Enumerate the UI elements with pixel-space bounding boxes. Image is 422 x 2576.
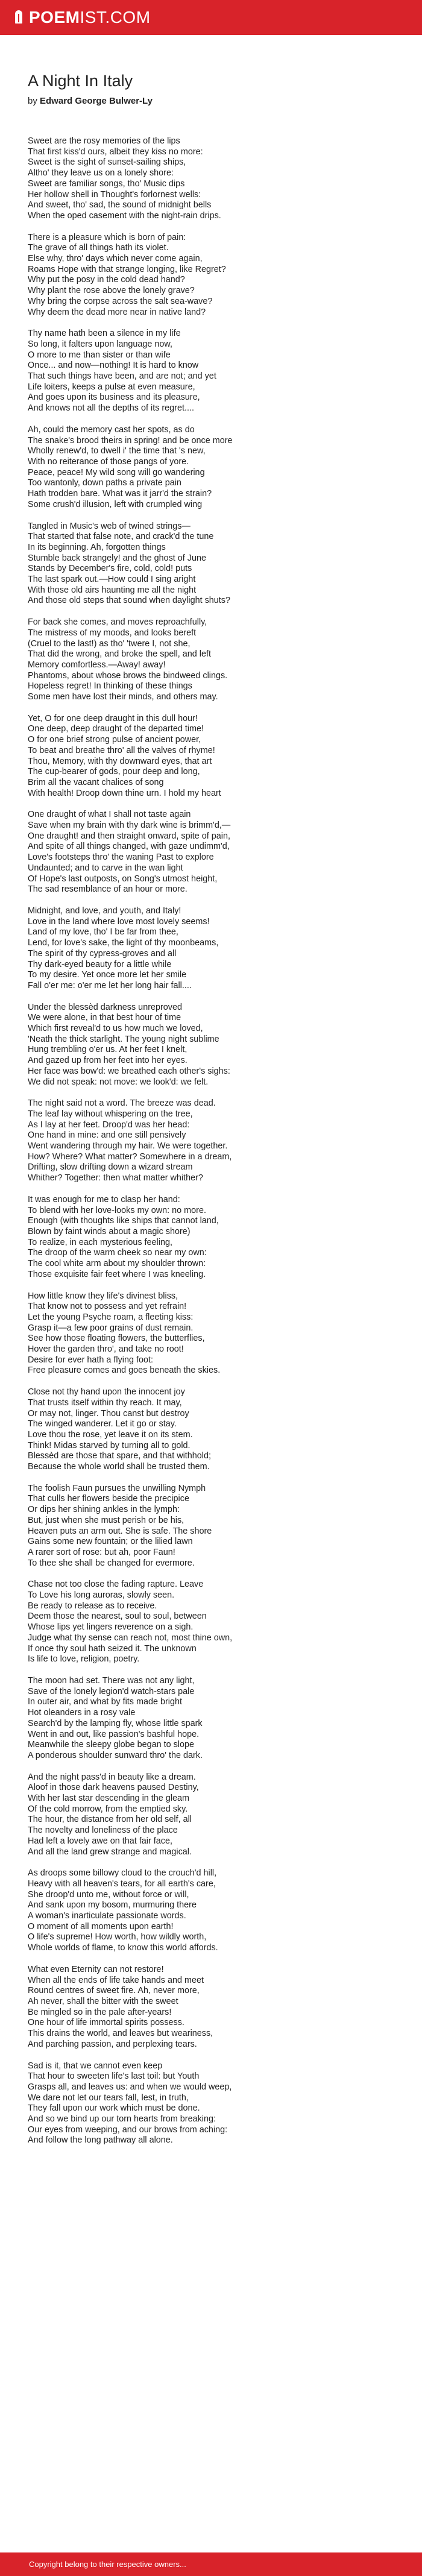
poem-line: Because the whole world shall be trusted them. xyxy=(28,1462,210,1472)
poem-stanza xyxy=(28,1484,395,1569)
by-label: by xyxy=(28,96,37,106)
poem-line: Thou, Memory, with thy downward eyes, that art xyxy=(28,756,212,766)
poem-line: Those exquisite fair feet where I was kneeling. xyxy=(28,1269,206,1279)
poem-line: Wholly renew'd, to dwell i' the time that 's new, xyxy=(28,446,206,456)
poem-line: Stands by December's fire, cold, cold! puts xyxy=(28,564,192,574)
poem-line: They fall upon our work which must be done. xyxy=(28,2103,200,2114)
poem-stanza xyxy=(28,1003,395,1088)
poem-line: Sweet is the sight of sunset-sailing ships, xyxy=(28,157,186,168)
poem-line: Hopeless regret! In thinking of these things xyxy=(28,681,192,691)
poem-line: Chase not too close the fading rapture. Leave xyxy=(28,1579,204,1590)
poem-line: Love thou the rose, yet leave it on its stem. xyxy=(28,1429,193,1440)
poem-line: We were alone, in that best hour of time xyxy=(28,1013,181,1023)
poem-line: As I lay at her feet. Droop'd was her head: xyxy=(28,1120,190,1130)
poem-line: Peace, peace! My wild song will go wandering xyxy=(28,467,205,477)
poem-line: Of Hope's last outposts, on Song's utmost height, xyxy=(28,874,218,884)
poem-line: To blend with her love-looks my own: no more. xyxy=(28,1205,206,1215)
site-logo[interactable] xyxy=(13,8,151,27)
poem-line: The novelty and loneliness of the place xyxy=(28,1825,178,1836)
poem-line: Grasp it—a few poor grains of dust remain. xyxy=(28,1323,194,1333)
poem-line: There is a pleasure which is born of pain: xyxy=(28,232,186,242)
poem-line: Sweet are the rosy memories of the lips xyxy=(28,136,180,146)
poem-line: Undaunted; and to carve in the wan light xyxy=(28,863,183,873)
poem-line: That know not to possess and yet refrain! xyxy=(28,1302,187,1312)
poem-stanza xyxy=(28,617,395,703)
poem-line: As droops some billowy cloud to the crouch'd hill, xyxy=(28,1868,217,1878)
poem-stanza xyxy=(28,1965,395,2050)
poem-line: With those old airs haunting me all the night xyxy=(28,585,197,595)
poem-line: So long, it falters upon language now, xyxy=(28,339,173,349)
poem-line: The last spark out.—How could I sing aright xyxy=(28,575,196,585)
poem-stanza xyxy=(28,136,395,222)
poem-line: To my desire. Yet once more let her smile xyxy=(28,970,187,980)
poem-line: That culls her flowers beside the precipice xyxy=(28,1494,189,1504)
poem-line: Why deem the dead more near in native land? xyxy=(28,307,206,317)
poem-line: Thy dark-eyed beauty for a little while xyxy=(28,959,172,969)
site-header xyxy=(0,0,422,35)
poem-title: A Night In Italy xyxy=(28,72,133,90)
poem-line: Tangled in Music's web of twined strings— xyxy=(28,521,191,531)
poem-line: Hath trodden bare. What was it jarr'd the strain? xyxy=(28,489,212,499)
poem-line: Once... and now—nothing! It is hard to know xyxy=(28,361,199,371)
poem-byline xyxy=(28,95,395,107)
poem-stanza xyxy=(28,233,395,318)
poem-line: The spirit of thy cypress-groves and all xyxy=(28,948,177,959)
poem-line: Ah never, shall the bitter with the sweet xyxy=(28,1996,178,2006)
copyright-notice: Copyright belong to their respective owners... xyxy=(29,2560,186,2569)
poem-line: Search'd by the lamping fly, whose little spark xyxy=(28,1718,203,1728)
poem-line: And follow the long pathway all alone. xyxy=(28,2135,173,2146)
poem-line: Altho' they leave us on a lonely shore: xyxy=(28,168,174,178)
poem-line: Sad is it, that we cannot even keep xyxy=(28,2061,163,2071)
poem-line: Hot oleanders in a rosy vale xyxy=(28,1708,136,1718)
poem-line: Stumble back strangely! and the ghost of June xyxy=(28,553,206,563)
poem-line: To Love his long auroras, slowly seen. xyxy=(28,1590,175,1601)
poem-line: A ponderous shoulder sunward thro' the dark. xyxy=(28,1750,203,1760)
poem-line: Drifting, slow drifting down a wizard stream xyxy=(28,1162,193,1173)
poem-line: The night said not a word. The breeze was dead. xyxy=(28,1098,216,1109)
poem-line: When the oped casement with the night-rain drips. xyxy=(28,210,221,221)
poem-line: That trusts itself within thy reach. It may, xyxy=(28,1397,182,1408)
poem-line: When all the ends of life take hands and meet xyxy=(28,1975,204,1985)
poem-line: O moment of all moments upon earth! xyxy=(28,1921,174,1932)
poem-line: The moon had set. There was not any light, xyxy=(28,1676,195,1686)
poem-line: But, just when she must perish or be his, xyxy=(28,1515,184,1525)
poem-line: Blessèd are those that spare, and that withhold; xyxy=(28,1451,211,1461)
poem-stanza xyxy=(28,1195,395,1280)
poem-line: To beat and breathe thro' all the valves of rhyme! xyxy=(28,745,215,755)
poem-stanza xyxy=(28,425,395,511)
poem-line: Close not thy hand upon the innocent joy xyxy=(28,1387,185,1397)
poem-line: Some crush'd illusion, left with crumpled wing xyxy=(28,499,203,509)
poem-line: And knows not all the depths of its regret.... xyxy=(28,403,194,414)
poem-line: This drains the world, and leaves but weariness, xyxy=(28,2029,213,2039)
poem-line: Of the cold morrow, from the emptied sky. xyxy=(28,1804,188,1814)
poem-line: Phantoms, about whose brows the bindweed clings. xyxy=(28,670,228,681)
poem-line: Hover the garden thro', and take no root! xyxy=(28,1344,184,1355)
poem-line: Land of my love, tho' I be far from thee, xyxy=(28,927,178,937)
poem-line: Deem those the nearest, soul to soul, between xyxy=(28,1611,207,1622)
poem-stanza xyxy=(28,714,395,799)
poem-line: With health! Droop down thine urn. I hold my heart xyxy=(28,788,221,798)
poem-line: Went in and out, like passion's bashful hope. xyxy=(28,1729,200,1739)
poem-line: Else why, thro' days which never come again, xyxy=(28,254,203,264)
poem-line: Gains some new fountain; or the lilied lawn xyxy=(28,1537,193,1547)
poem-stanza xyxy=(28,329,395,414)
poem-line: Heaven puts an arm out. She is safe. The shore xyxy=(28,1526,212,1536)
poem-stanza xyxy=(28,1868,395,1954)
poem-line: And those old steps that sound when daylight shuts? xyxy=(28,596,231,606)
poem-line: Hung trembling o'er us. At her feet I knelt, xyxy=(28,1045,187,1055)
poem-line: Lend, for love's sake, the light of thy moonbeams, xyxy=(28,938,219,948)
poem-line: Blown by faint winds about a magic shore) xyxy=(28,1226,191,1236)
pen-nib-icon xyxy=(13,9,24,26)
poem-line: How little know they life's divinest bliss, xyxy=(28,1291,178,1301)
poem-line: Save when my brain with thy dark wine is brimm'd,— xyxy=(28,820,231,831)
poem-line: O more to me than sister or than wife xyxy=(28,350,171,360)
poem-line: Our eyes from weeping, and our brows from aching: xyxy=(28,2124,228,2135)
poem-line: If once thy soul hath seized it. The unknown xyxy=(28,1643,197,1654)
poem-line: For back she comes, and moves reproachfully, xyxy=(28,617,207,628)
poem-line: The mistress of my moods, and looks bereft xyxy=(28,628,197,638)
poem-line: Think! Midas starved by turning all to gold. xyxy=(28,1440,191,1450)
poem-line: The droop of the warm cheek so near my own: xyxy=(28,1248,207,1258)
poem-line: Why bring the corpse across the salt sea-wave? xyxy=(28,296,213,306)
poem-line: That first kiss'd ours, albeit they kiss no more: xyxy=(28,146,203,157)
poem-line: Love's footsteps thro' the waning Past to explore xyxy=(28,852,214,863)
poem-stanza xyxy=(28,1291,395,1377)
poem-line: One deep, deep draught of the departed time! xyxy=(28,724,204,734)
poem-stanza xyxy=(28,810,395,895)
poem-line: The snake's brood theirs in spring! and be once more xyxy=(28,435,233,446)
poem-stanza xyxy=(28,906,395,992)
poem-line: Free pleasure comes and goes beneath the skies. xyxy=(28,1365,221,1376)
poem-line: Brim all the vacant chalices of song xyxy=(28,777,164,787)
poem-line: We dare not let our tears fall, lest, in truth, xyxy=(28,2093,189,2103)
poem-line: With her last star descending in the gleam xyxy=(28,1793,189,1804)
poem-line: Judge what thy sense can reach not, most thine own, xyxy=(28,1633,233,1643)
poem-line: Save of the lonely legion'd watch-stars pale xyxy=(28,1686,195,1696)
poem-line: With no reiterance of those pangs of yore. xyxy=(28,456,189,467)
poem-line: And goes upon its business and its pleasure, xyxy=(28,392,200,403)
poem-line: And so we bind up our torn hearts from breaking: xyxy=(28,2114,216,2124)
poem-line: What even Eternity can not restore! xyxy=(28,1964,164,1974)
poem-line: (Cruel to the last!) as tho' 'twere I, not she, xyxy=(28,638,191,649)
poem-line: Roams Hope with that strange longing, like Regret? xyxy=(28,264,226,274)
poem-line: Whose lips yet lingers reverence on a sigh. xyxy=(28,1622,194,1633)
poem-line: And spite of all things changed, with gaze undimm'd, xyxy=(28,842,230,852)
poem-line: The hour, the distance from her old self, all xyxy=(28,1815,192,1825)
poem-line: To thee she shall be changed for evermore. xyxy=(28,1558,195,1568)
poem-line: Round centres of sweet fire. Ah, never more, xyxy=(28,1986,200,1996)
poem-line: The leaf lay without whispering on the tree, xyxy=(28,1109,193,1119)
poem-line: The cool white arm about my shoulder thrown: xyxy=(28,1259,206,1269)
poem-line: We did not speak: not move: we look'd: we felt. xyxy=(28,1077,209,1087)
poem-line: Desire for ever hath a flying foot: xyxy=(28,1355,153,1365)
poem-content xyxy=(28,71,395,2157)
poem-line: Be ready to release as to receive. xyxy=(28,1601,157,1611)
poem-stanza xyxy=(28,521,395,607)
poem-line: The foolish Faun pursues the unwilling Nymph xyxy=(28,1483,206,1493)
poem-line: Sweet are familiar songs, tho' Music dips xyxy=(28,178,185,189)
poem-line: One hand in mine: and one still pensively xyxy=(28,1130,186,1141)
poem-line: One draught of what I shall not taste again xyxy=(28,810,191,820)
poem-line: The grave of all things hath its violet. xyxy=(28,243,169,253)
poem-line: Under the blessèd darkness unreproved xyxy=(28,1002,182,1012)
poem-line: Her hollow shell in Thought's forlornest wells: xyxy=(28,189,201,200)
poem-line: That did the wrong, and broke the spell, and left xyxy=(28,649,211,660)
poem-line: How? Where? What matter? Somewhere in a dream, xyxy=(28,1151,232,1162)
poem-line: And all the land grew strange and magical. xyxy=(28,1847,192,1857)
poem-line: Ah, could the memory cast her spots, as do xyxy=(28,424,195,435)
poem-line: And sank upon my bosom, murmuring there xyxy=(28,1900,197,1910)
poem-line: Went wandering through my hair. We were together. xyxy=(28,1141,228,1151)
poem-line: Thy name hath been a silence in my life xyxy=(28,329,181,339)
poem-line: One hour of life immortal spirits possess. xyxy=(28,2018,184,2028)
poem-line: Fall o'er me: o'er me let her long hair fall.... xyxy=(28,980,192,990)
poem-line: O life's supreme! How worth, how wildly worth, xyxy=(28,1932,207,1942)
poem-line: The cup-bearer of gods, pour deep and long, xyxy=(28,767,200,777)
poem-line: O for one brief strong pulse of ancient power, xyxy=(28,735,201,745)
site-footer xyxy=(0,2552,422,2576)
poem-line: In its beginning. Ah, forgotten things xyxy=(28,542,166,552)
poem-line: Why plant the rose above the lonely grave? xyxy=(28,286,195,296)
poem-line: One draught! and then straight onward, spite of pain, xyxy=(28,831,231,841)
poem-line: Or dips her shining ankles in the lymph: xyxy=(28,1505,180,1515)
poem-line: Meanwhile the sleepy globe began to slope xyxy=(28,1740,195,1750)
poem-line: And gazed up from her feet into her eyes. xyxy=(28,1056,187,1066)
poem-line: 'Neath the thick starlight. The young night sublime xyxy=(28,1034,219,1044)
poem-line: Which first reveal'd to us how much we loved, xyxy=(28,1024,203,1034)
poem-line: Grasps all, and leaves us: and when we would weep, xyxy=(28,2082,232,2092)
poem-line: Life loiters, keeps a pulse at even measure, xyxy=(28,382,195,392)
poem-line: A woman's inarticulate passionate words. xyxy=(28,1911,186,1921)
poem-line: Or may not, linger. Thou canst but destroy xyxy=(28,1408,189,1419)
poem-author[interactable]: Edward George Bulwer-Ly xyxy=(40,96,153,106)
poem-line: Had left a lovely awe on that fair face, xyxy=(28,1836,172,1846)
poem-line: That such things have been, and are not; and yet xyxy=(28,371,216,382)
poem-line: That hour to sweeten life's last toil: but Youth xyxy=(28,2071,200,2082)
poem-line: To realize, in each mysterious feeling, xyxy=(28,1237,172,1247)
poem-line: Yet, O for one deep draught in this dull hour! xyxy=(28,713,198,723)
poem-line: In outer air, and what by fits made bright xyxy=(28,1697,182,1707)
logo-wordmark: POEMIST.COM xyxy=(29,8,151,27)
poem-line: The sad resemblance of an hour or more. xyxy=(28,884,187,895)
poem-line: A rarer sort of rose: but ah, poor Faun! xyxy=(28,1547,175,1557)
poem-line: And the night pass'd in beauty like a dream. xyxy=(28,1772,196,1782)
poem-line: Whither? Together: then what matter whither? xyxy=(28,1173,203,1183)
poem-stanza xyxy=(28,1387,395,1473)
poem-line: Heavy with all heaven's tears, for all earth's care, xyxy=(28,1878,216,1889)
poem-line: Enough (with thoughts like ships that cannot land, xyxy=(28,1216,219,1226)
poem-stanza xyxy=(28,2061,395,2147)
poem-line: Whole worlds of flame, to know this world affords. xyxy=(28,1943,218,1953)
poem-line: That started that false note, and crack'd the tune xyxy=(28,532,214,542)
poem-line: It was enough for me to clasp her hand: xyxy=(28,1194,180,1205)
poem-line: Some men have lost their minds, and others may. xyxy=(28,692,218,702)
poem-line: Memory comfortless.—Away! away! xyxy=(28,660,166,670)
poem-line: And sweet, tho' sad, the sound of midnight bells xyxy=(28,200,212,210)
poem-line: Midnight, and love, and youth, and Italy! xyxy=(28,906,181,916)
poem-stanza xyxy=(28,1098,395,1184)
poem-line: The winged wanderer. Let it go or stay. xyxy=(28,1419,177,1429)
poem-line: Let the young Psyche roam, a fleeting kiss: xyxy=(28,1312,194,1322)
poem-line: See how those floating flowers, the butterflies, xyxy=(28,1334,205,1344)
poem-line: And parching passion, and perplexing tears. xyxy=(28,2039,197,2049)
poem-line: Love in the land where love most lovely seems! xyxy=(28,916,210,927)
poem-stanza xyxy=(28,1579,395,1665)
poem-line: Her face was bow'd: we breathed each other's sighs: xyxy=(28,1066,230,1076)
poem-line: Is life to love, religion, poetry. xyxy=(28,1654,140,1664)
poem-line: Why put the posy in the cold dead hand? xyxy=(28,275,185,285)
poem-stanza xyxy=(28,1676,395,1762)
poem-stanza xyxy=(28,1772,395,1858)
poem-line: She droop'd unto me, without force or will, xyxy=(28,1889,189,1900)
poem-body xyxy=(28,136,395,2146)
poem-line: Aloof in those dark heavens paused Destiny, xyxy=(28,1783,199,1793)
poem-line: Too wantonly, down paths a private pain xyxy=(28,478,181,488)
poem-line: Be mingled so in the pale after-years! xyxy=(28,2007,172,2017)
